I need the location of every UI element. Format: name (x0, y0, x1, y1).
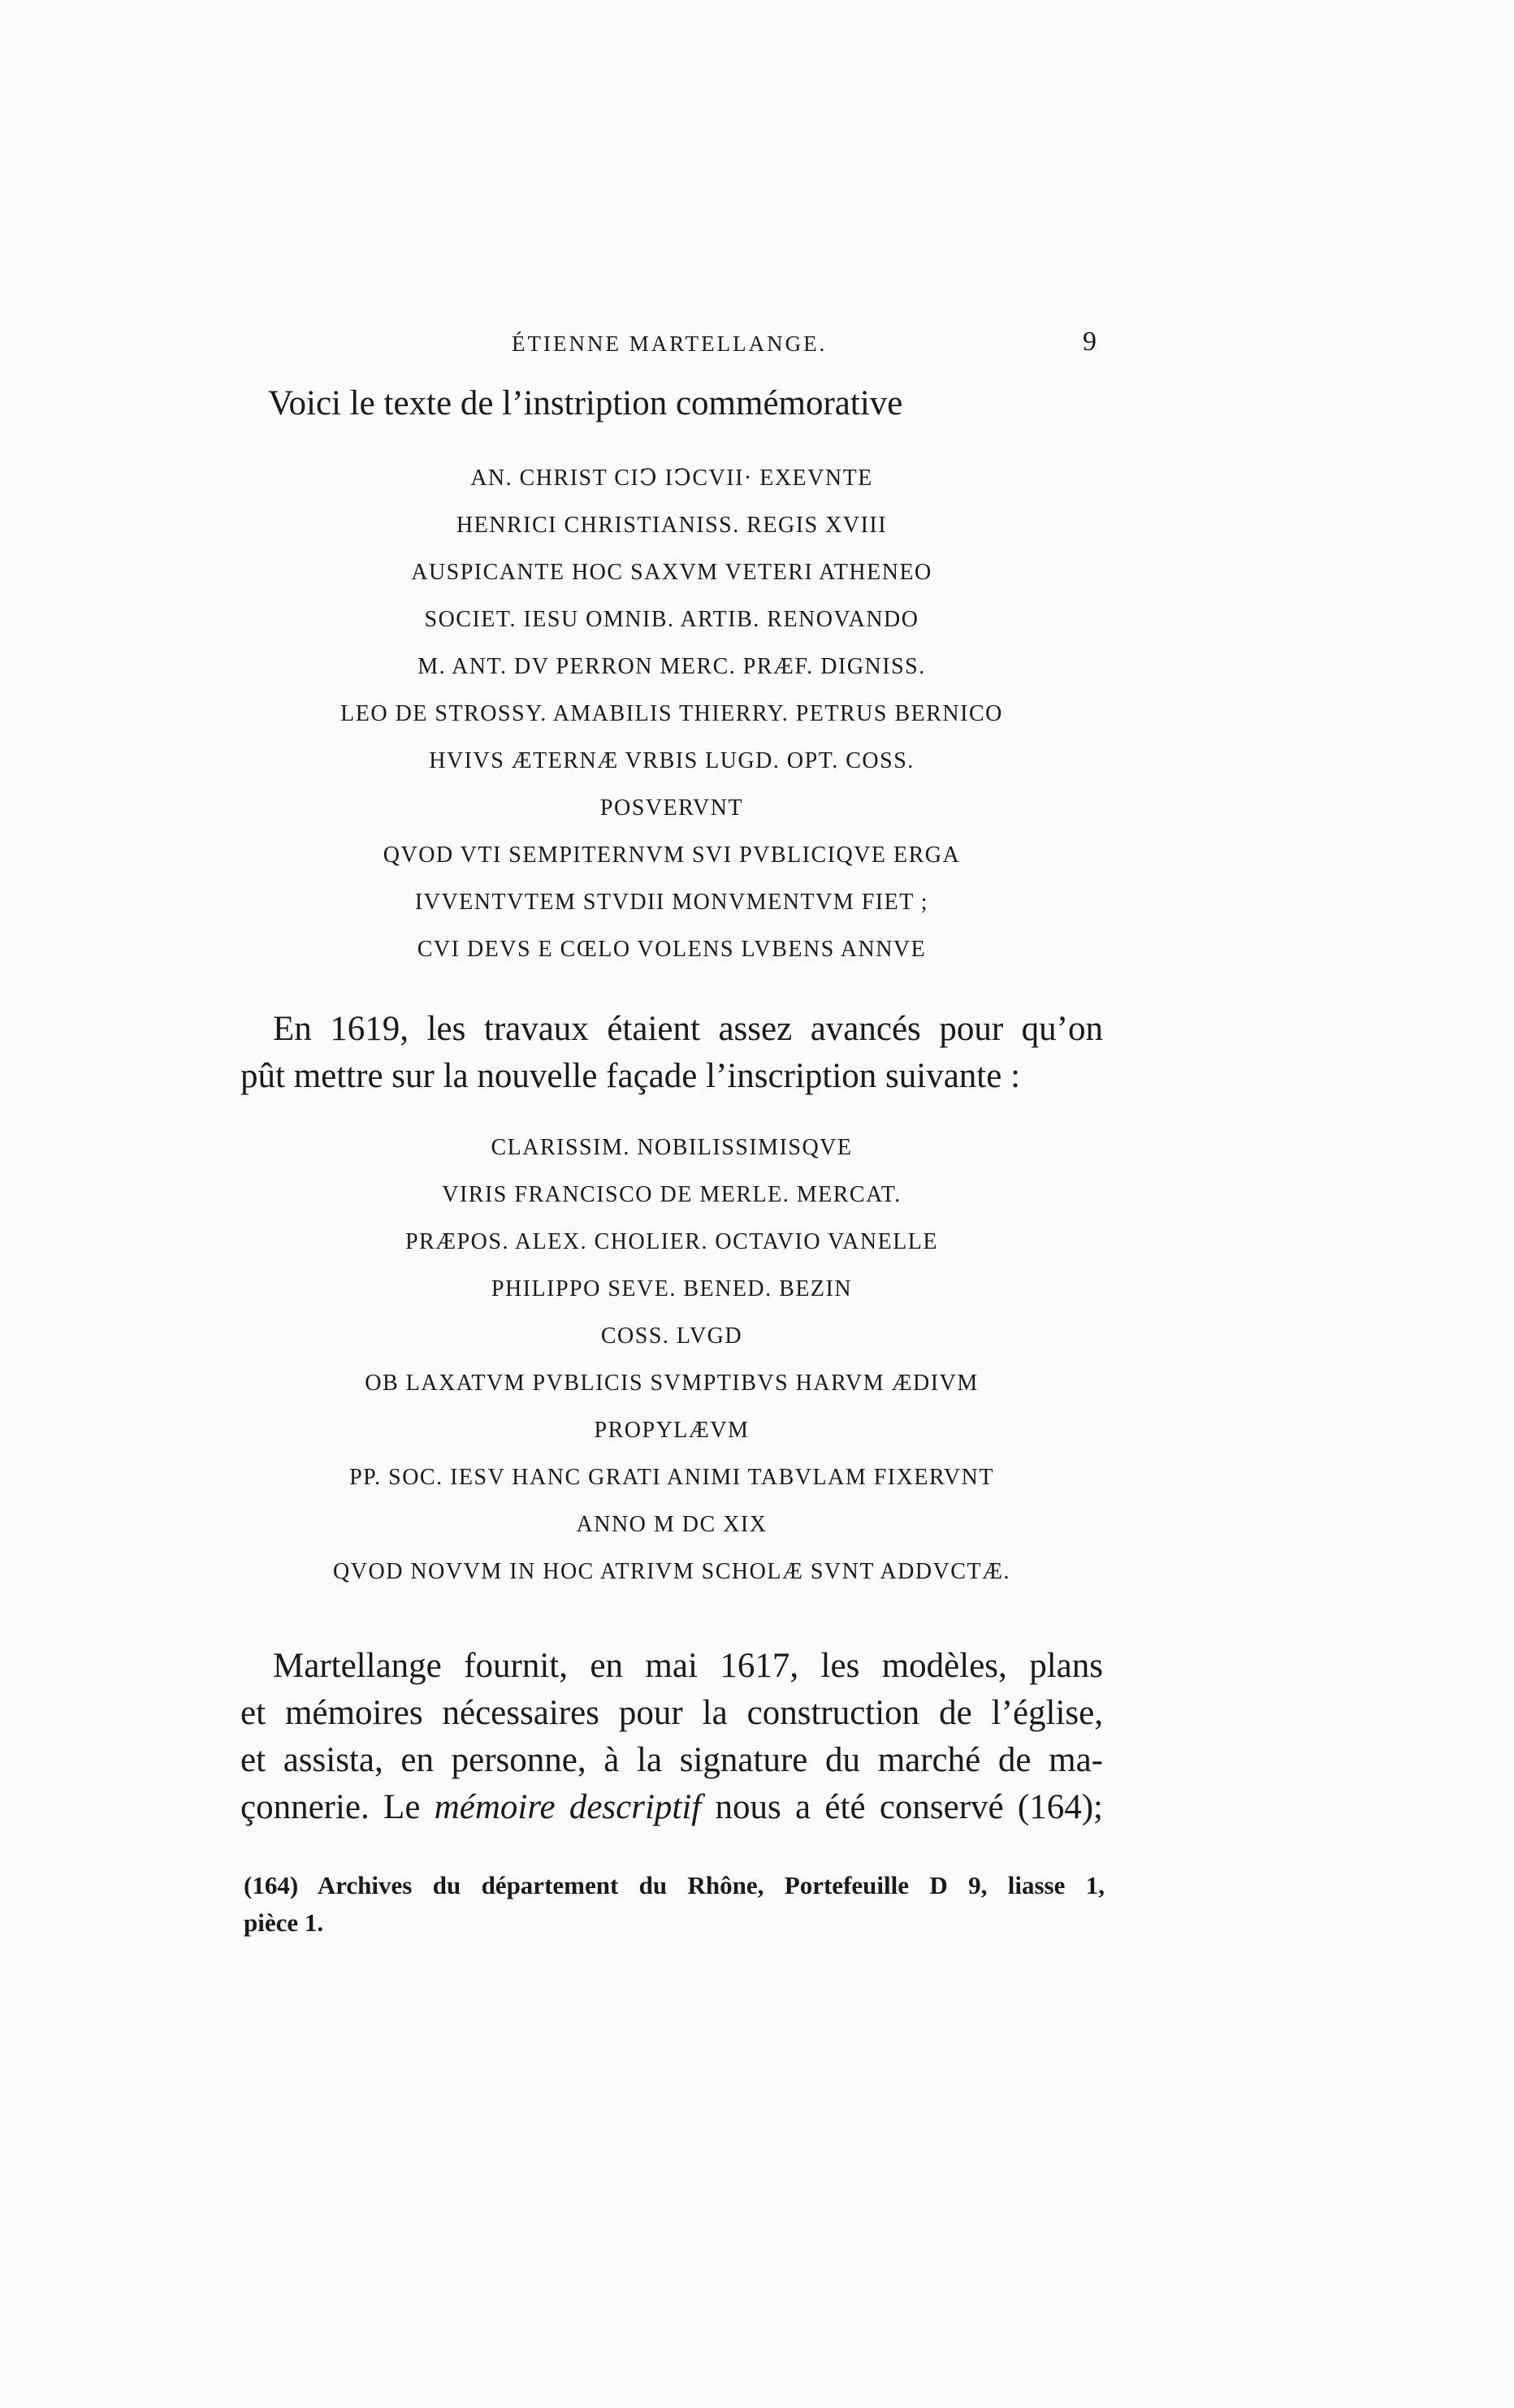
inscription-line: IVVENTVTEM STVDII MONVMENTVM FIET ; (414, 890, 929, 915)
inscription-line: QVOD VTI SEMPITERNVM SVI PVBLICIQVE ERGA (383, 842, 961, 868)
inscription-line: LEO DE STROSSY. AMABILIS THIERRY. PETRUS BERNICO (340, 701, 1003, 726)
inscription-line: POSVERVNT (599, 795, 744, 821)
inscription-line: CLARISSIM. NOBILISSIMISQVE (491, 1135, 853, 1160)
inscription-line: HENRICI CHRISTIANISS. REGIS XVIII (456, 513, 888, 538)
inscription-line: OB LAXATVM PVBLICIS SVMPTIBVS HARVM ÆDIVM (365, 1371, 979, 1396)
inscription-facade (240, 1124, 1103, 1596)
inscription-line: COSS. LVGD (600, 1323, 743, 1349)
footnote-line: pièce 1. (244, 1908, 324, 1937)
inscription-line: PHILIPPO SEVE. BENED. BEZIN (491, 1276, 853, 1301)
paragraph-line: En 1619, les travaux étaient assez avancés pour qu’on (273, 1010, 1103, 1048)
inscription-line: CVI DEVS E CŒLO VOLENS LVBENS ANNVE (417, 937, 927, 962)
footnote (244, 1867, 1105, 1942)
paragraph-martellange (240, 1643, 1103, 1831)
inscription-line: PROPYLÆVM (594, 1418, 750, 1443)
inscription-line: QVOD NOVVM IN HOC ATRIVM SCHOLÆ SVNT ADDVCTÆ. (333, 1559, 1010, 1584)
footnote-line: (164) Archives du département du Rhône, Portefeuille D 9, liasse 1, (244, 1871, 1105, 1899)
inscription-line: ANNO M DC XIX (576, 1512, 768, 1537)
inscription-line: VIRIS FRANCISCO DE MERLE. MERCAT. (442, 1182, 902, 1207)
inscription-line: SOCIET. IESU OMNIB. ARTIB. RENOVANDO (424, 607, 919, 632)
inscription-line: AN. CHRIST CIↃ IↃCVII· EXEVNTE (470, 466, 873, 491)
paragraph-1619 (240, 1006, 1103, 1100)
text-fragment: çonnerie. Le (240, 1788, 435, 1826)
paragraph-line: Martellange fournit, en mai 1617, les modèles, plans (273, 1647, 1103, 1685)
intro-line: Voici le texte de l’instription commémorative (268, 384, 903, 422)
italic-title: mémoire descriptif (434, 1788, 702, 1826)
inscription-line: PRÆPOS. ALEX. CHOLIER. OCTAVIO VANELLE (404, 1229, 939, 1254)
paragraph-line: pût mettre sur la nouvelle façade l’inscription suivante : (240, 1057, 1021, 1095)
running-title: ÉTIENNE MARTELLANGE. (512, 331, 828, 356)
inscription-line: HVIVS ÆTERNÆ VRBIS LUGD. OPT. COSS. (429, 748, 915, 773)
text-fragment: nous a été conservé (164); (701, 1788, 1103, 1826)
paragraph-line: et assista, en personne, à la signature du marché de ma- (240, 1741, 1103, 1779)
inscription-line: PP. SOC. IESV HANC GRATI ANIMI TABVLAM FIXERVNT (349, 1465, 994, 1490)
paragraph-line-4 (240, 1784, 1103, 1831)
inscription-line: AUSPICANTE HOC SAXVM VETERI ATHENEO (411, 560, 932, 585)
inscription-line: M. ANT. DV PERRON MERC. PRÆF. DIGNISS. (417, 654, 926, 679)
page-number: 9 (1083, 327, 1097, 357)
running-head (244, 327, 1097, 364)
inscription-commemorative (240, 455, 1103, 973)
paragraph-line: et mémoires nécessaires pour la construction de l’église, (240, 1694, 1103, 1732)
